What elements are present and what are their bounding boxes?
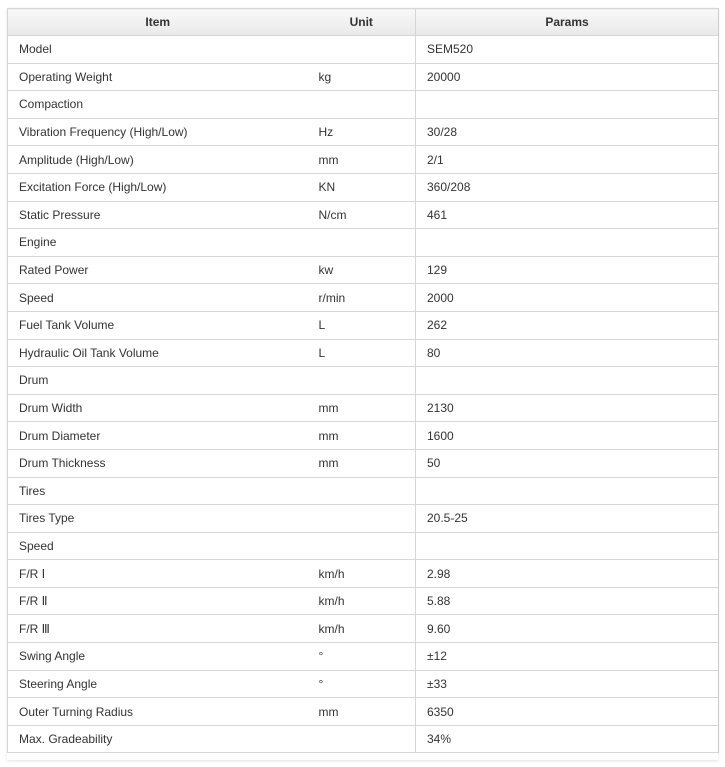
- cell-unit: [308, 91, 416, 119]
- table-row: [8, 505, 719, 533]
- cell-item: Hydraulic Oil Tank Volume: [8, 339, 308, 367]
- cell-params: 20.5-25: [416, 505, 719, 533]
- cell-item: Drum Width: [8, 394, 308, 422]
- cell-item: Rated Power: [8, 256, 308, 284]
- table-row: [8, 532, 719, 560]
- cell-item: Engine: [8, 229, 308, 257]
- cell-params: 80: [416, 339, 719, 367]
- spec-table-container: [7, 8, 718, 760]
- table-row: [8, 91, 719, 119]
- cell-params: 461: [416, 201, 719, 229]
- table-row: [8, 146, 719, 174]
- table-row: [8, 477, 719, 505]
- table-body: [8, 36, 719, 753]
- cell-item: F/R Ⅱ: [8, 587, 308, 615]
- cell-unit: L: [308, 339, 416, 367]
- cell-item: Outer Turning Radius: [8, 698, 308, 726]
- cell-item: F/R Ⅰ: [8, 560, 308, 588]
- cell-unit: [308, 725, 416, 753]
- table-row: [8, 449, 719, 477]
- table-row: [8, 422, 719, 450]
- table-row: [8, 201, 719, 229]
- cell-item: Steering Angle: [8, 670, 308, 698]
- cell-unit: kg: [308, 63, 416, 91]
- cell-params: ±33: [416, 670, 719, 698]
- cell-unit: mm: [308, 146, 416, 174]
- cell-params: 5.88: [416, 587, 719, 615]
- cell-unit: mm: [308, 449, 416, 477]
- cell-params: [416, 532, 719, 560]
- table-row: [8, 311, 719, 339]
- cell-unit: [308, 477, 416, 505]
- cell-params: 50: [416, 449, 719, 477]
- cell-item: Max. Gradeability: [8, 725, 308, 753]
- cell-params: [416, 91, 719, 119]
- table-row: [8, 725, 719, 753]
- table-row: [8, 698, 719, 726]
- cell-unit: °: [308, 670, 416, 698]
- cell-unit: mm: [308, 394, 416, 422]
- cell-params: 2.98: [416, 560, 719, 588]
- cell-unit: [308, 367, 416, 395]
- cell-params: [416, 367, 719, 395]
- cell-params: 360/208: [416, 173, 719, 201]
- cell-params: 9.60: [416, 615, 719, 643]
- cell-item: Drum: [8, 367, 308, 395]
- table-row: [8, 63, 719, 91]
- cell-unit: [308, 505, 416, 533]
- cell-params: 34%: [416, 725, 719, 753]
- table-row: [8, 36, 719, 64]
- cell-params: [416, 229, 719, 257]
- column-header-params: Params: [416, 9, 719, 36]
- table-row: [8, 339, 719, 367]
- cell-unit: N/cm: [308, 201, 416, 229]
- column-header-unit: Unit: [308, 9, 416, 36]
- cell-item: Amplitude (High/Low): [8, 146, 308, 174]
- cell-unit: [308, 532, 416, 560]
- cell-item: Drum Thickness: [8, 449, 308, 477]
- cell-item: Vibration Frequency (High/Low): [8, 118, 308, 146]
- cell-item: Operating Weight: [8, 63, 308, 91]
- table-row: [8, 367, 719, 395]
- cell-params: 262: [416, 311, 719, 339]
- cell-unit: KN: [308, 173, 416, 201]
- cell-params: [416, 477, 719, 505]
- table-row: [8, 229, 719, 257]
- cell-unit: kw: [308, 256, 416, 284]
- table-row: [8, 587, 719, 615]
- table-row: [8, 173, 719, 201]
- table-row: [8, 643, 719, 671]
- cell-unit: km/h: [308, 587, 416, 615]
- cell-params: 129: [416, 256, 719, 284]
- cell-item: Drum Diameter: [8, 422, 308, 450]
- cell-unit: L: [308, 311, 416, 339]
- cell-params: 2130: [416, 394, 719, 422]
- table-row: [8, 256, 719, 284]
- cell-params: 1600: [416, 422, 719, 450]
- cell-unit: km/h: [308, 560, 416, 588]
- table-row: [8, 615, 719, 643]
- cell-item: Excitation Force (High/Low): [8, 173, 308, 201]
- cell-params: ±12: [416, 643, 719, 671]
- table-row: [8, 560, 719, 588]
- cell-unit: °: [308, 643, 416, 671]
- spec-table: [7, 8, 719, 753]
- cell-item: Model: [8, 36, 308, 64]
- cell-params: SEM520: [416, 36, 719, 64]
- cell-unit: mm: [308, 422, 416, 450]
- column-header-item: Item: [8, 9, 308, 36]
- cell-item: Compaction: [8, 91, 308, 119]
- cell-params: 2000: [416, 284, 719, 312]
- cell-unit: r/min: [308, 284, 416, 312]
- cell-params: 30/28: [416, 118, 719, 146]
- cell-item: Fuel Tank Volume: [8, 311, 308, 339]
- cell-item: Speed: [8, 284, 308, 312]
- cell-item: Swing Angle: [8, 643, 308, 671]
- cell-params: 20000: [416, 63, 719, 91]
- cell-unit: [308, 36, 416, 64]
- cell-item: Tires: [8, 477, 308, 505]
- cell-unit: mm: [308, 698, 416, 726]
- cell-item: Static Pressure: [8, 201, 308, 229]
- table-row: [8, 284, 719, 312]
- table-header-row: [8, 9, 719, 36]
- table-row: [8, 670, 719, 698]
- cell-unit: km/h: [308, 615, 416, 643]
- cell-unit: [308, 229, 416, 257]
- table-row: [8, 118, 719, 146]
- table-row: [8, 394, 719, 422]
- cell-item: Speed: [8, 532, 308, 560]
- cell-item: Tires Type: [8, 505, 308, 533]
- cell-params: 2/1: [416, 146, 719, 174]
- cell-item: F/R Ⅲ: [8, 615, 308, 643]
- cell-unit: Hz: [308, 118, 416, 146]
- cell-params: 6350: [416, 698, 719, 726]
